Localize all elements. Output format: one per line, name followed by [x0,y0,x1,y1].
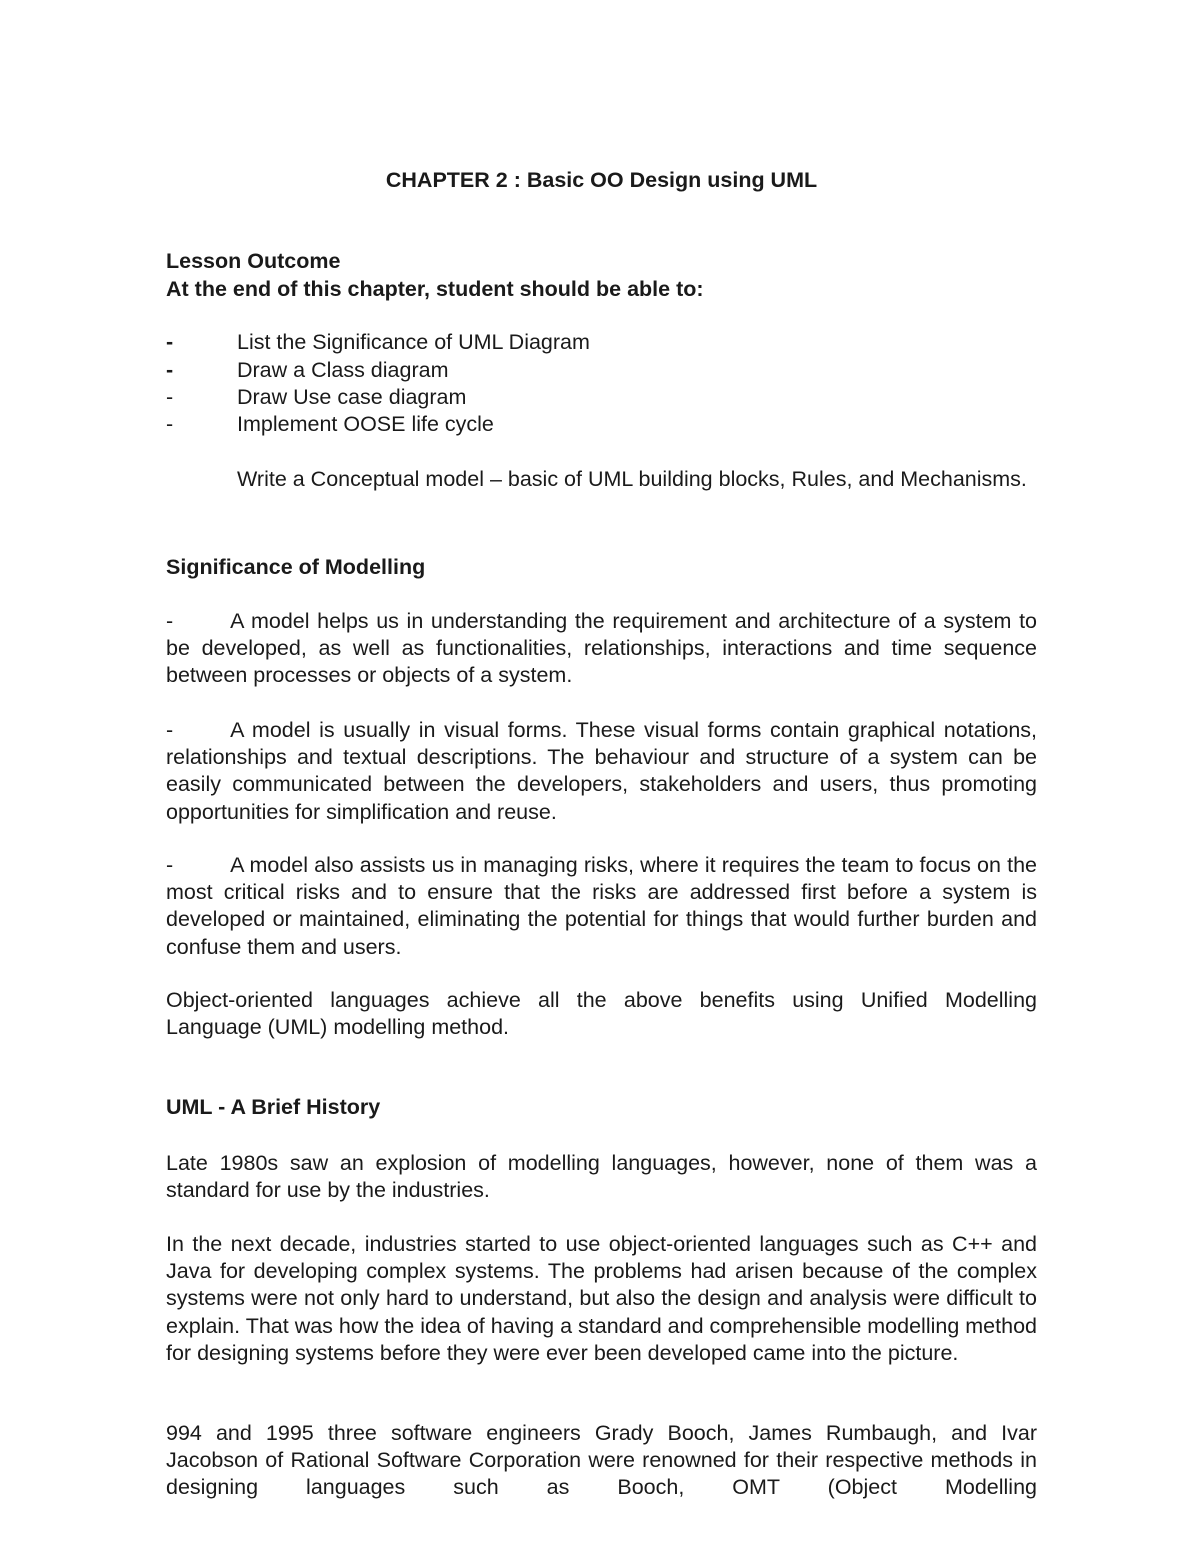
list-item-text: List the Significance of UML Diagram [237,330,590,354]
history-heading: UML - A Brief History [166,1095,381,1119]
list-item-text: Draw Use case diagram [237,385,467,409]
significance-summary: Object-oriented languages achieve all the above benefits using Unified Modelling Language (UML) modelling method. [166,988,1037,1040]
list-item-text: Implement OOSE life cycle [237,412,494,436]
significance-point-3 [166,852,1037,961]
history-paragraph-2: In the next decade, industries started to use object-oriented languages such as C++ and Java for developing complex systems. The problems had arisen because of the complex systems were not only hard to understand, but also the design and analysis were difficult to explain. That was how the idea of having a standard and comprehensible modelling method for designing systems before they were ever been developed came into the picture. [166,1232,1037,1365]
bullet-dash: - [166,412,174,436]
lesson-outcome-subheading: At the end of this chapter, student should be able to: [166,277,704,301]
significance-point-1 [166,608,1037,690]
bullet-dash: - [166,853,174,877]
history-paragraph-3: 994 and 1995 three software engineers Grady Booch, James Rumbaugh, and Ivar Jacobson of Rational Software Corporation were renowned for their respective methods in designing languages such as Booch, OMT (Object Modelling [166,1421,1037,1500]
bullet-dash: - [166,609,174,633]
significance-point-text: A model is usually in visual forms. These visual forms contain graphical notations, relationships and textual descriptions. The behaviour and structure of a system can be easily communicated between the developers, stakeholders and users, thus promoting opportunities for simplification and reuse. [166,718,1037,824]
significance-point-text: A model also assists us in managing risks, where it requires the team to focus on the most critical risks and to ensure that the risks are addressed first before a system is developed or maintained, eliminating the potential for things that would further burden and confuse them and users. [166,853,1037,959]
bullet-dash: - [166,358,174,382]
bullet-dash: - [166,385,174,409]
significance-point-2 [166,717,1037,826]
list-item-text: Draw a Class diagram [237,358,449,382]
history-paragraph-1: Late 1980s saw an explosion of modelling languages, however, none of them was a standard for use by the industries. [166,1151,1037,1203]
conceptual-model-line: Write a Conceptual model – basic of UML building blocks, Rules, and Mechanisms. [237,467,1027,491]
significance-heading: Significance of Modelling [166,555,426,579]
chapter-title: CHAPTER 2 : Basic OO Design using UML [385,168,818,192]
bullet-dash: - [166,330,174,354]
lesson-outcome-heading: Lesson Outcome [166,249,341,273]
significance-point-text: A model helps us in understanding the requirement and architecture of a system to be developed, as well as functionalities, relationships, interactions and time sequence between processes or objects of a system. [166,609,1037,688]
bullet-dash: - [166,718,174,742]
